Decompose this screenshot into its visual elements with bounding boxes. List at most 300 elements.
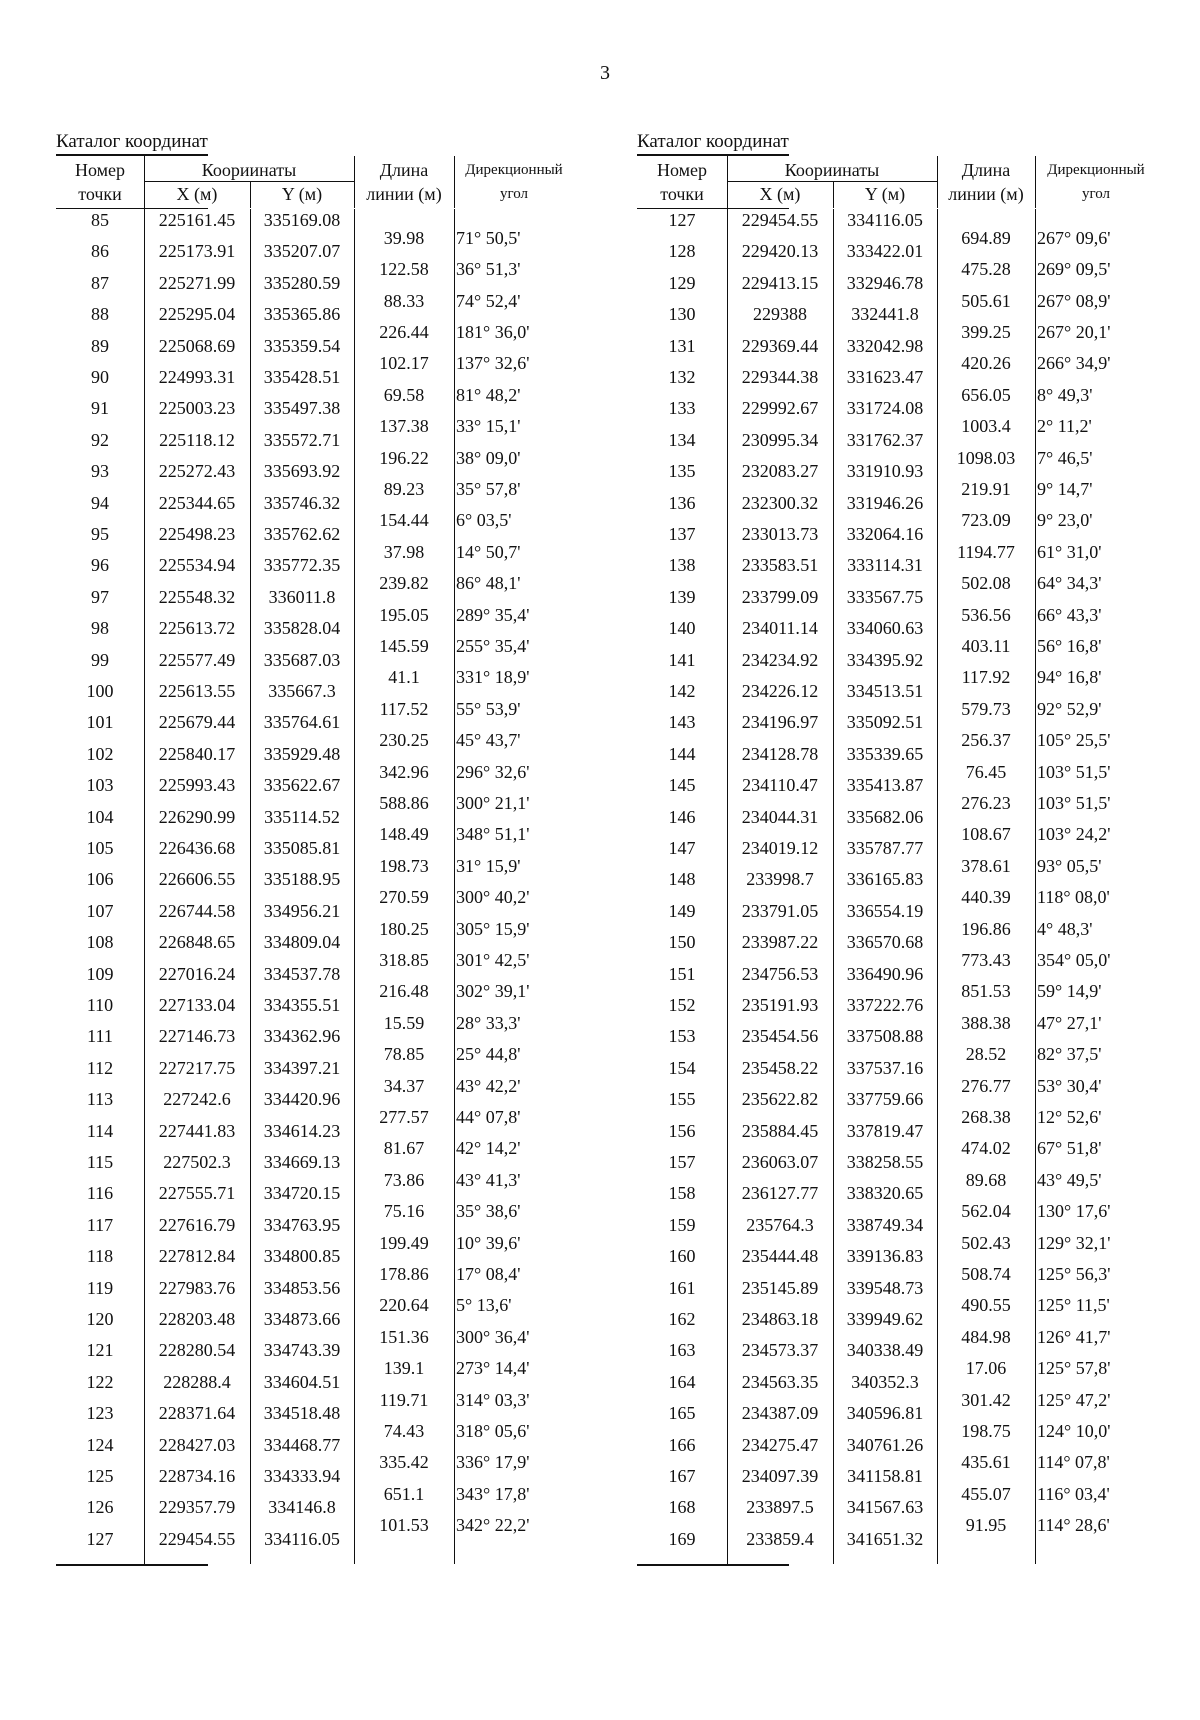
point-number: 155 [668, 1089, 696, 1110]
line-length: 388.38 [961, 1012, 1011, 1033]
y-coordinate: 335207.07 [263, 241, 341, 262]
direction-angle: 130° 17,6' [1037, 1201, 1111, 1222]
direction-angle: 64° 34,3' [1037, 573, 1102, 594]
y-coordinate: 335622.67 [263, 775, 341, 796]
direction-angle: 348° 51,1' [456, 824, 530, 845]
y-coordinate: 335746.32 [263, 492, 341, 513]
x-coordinate: 226436.68 [158, 838, 236, 858]
point-number: 148 [668, 869, 696, 890]
y-coordinate: 332946.78 [846, 272, 924, 293]
x-coordinate: 225271.99 [158, 272, 236, 293]
line-length: 17.06 [965, 1358, 1007, 1379]
x-coordinate: 233799.09 [741, 586, 819, 607]
x-coordinate: 225003.23 [158, 398, 236, 419]
line-length: 219.91 [961, 478, 1011, 499]
direction-angle: 125° 47,2' [1037, 1389, 1111, 1410]
direction-angle: 74° 52,4' [456, 290, 521, 311]
line-length: 78.85 [383, 1044, 425, 1065]
point-number: 134 [668, 429, 696, 450]
y-coordinate: 336490.96 [846, 963, 924, 984]
x-coordinate: 225344.65 [158, 492, 236, 513]
direction-angle: 61° 31,0' [1037, 541, 1102, 562]
y-coordinate: 337819.47 [846, 1120, 924, 1141]
x-coordinate: 226606.55 [158, 869, 236, 890]
y-coordinate: 335359.54 [263, 335, 341, 356]
line-length: 723.09 [961, 510, 1011, 531]
point-number: 117 [86, 1214, 114, 1235]
direction-angle: 255° 35,4' [456, 635, 530, 656]
y-coordinate: 335114.52 [264, 806, 340, 827]
y-coordinate: 337537.16 [846, 1057, 924, 1078]
header-point-number-2: точки [660, 184, 704, 204]
y-coordinate: 335764.61 [263, 712, 341, 733]
point-number: 129 [668, 272, 696, 293]
line-length: 139.1 [383, 1358, 425, 1379]
direction-angle: 114° 28,6' [1037, 1515, 1110, 1536]
y-coordinate: 335667.3 [268, 681, 336, 701]
point-number: 87 [91, 272, 109, 293]
x-coordinate: 227555.71 [158, 1183, 236, 1204]
x-coordinate: 228288.4 [163, 1371, 231, 1392]
direction-angle: 267° 08,9' [1037, 290, 1111, 311]
header-angle-2: угол [499, 186, 529, 202]
line-length: 226.44 [379, 321, 429, 342]
coordinate-catalog-left [56, 130, 563, 1566]
point-number: 105 [86, 838, 114, 858]
line-length: 1098.03 [956, 447, 1016, 468]
y-coordinate: 334397.21 [263, 1057, 341, 1078]
x-coordinate: 229388 [753, 304, 807, 325]
y-coordinate: 334116.05 [847, 210, 923, 230]
point-number: 153 [668, 1026, 696, 1047]
header-point-number: Номер [656, 160, 708, 180]
x-coordinate: 225118.12 [159, 429, 235, 450]
point-number: 159 [668, 1214, 696, 1235]
line-length: 656.05 [961, 384, 1011, 405]
direction-angle: 59° 14,9' [1037, 981, 1102, 1002]
line-length: 216.48 [379, 981, 429, 1002]
y-coordinate: 334537.78 [263, 963, 341, 984]
x-coordinate: 229420.13 [741, 241, 819, 262]
point-number: 137 [668, 524, 696, 544]
y-coordinate: 335428.51 [263, 367, 341, 387]
point-number: 116 [86, 1183, 114, 1204]
line-length: 91.95 [965, 1515, 1007, 1536]
point-number: 145 [668, 775, 696, 796]
line-length: 81.67 [383, 1138, 425, 1159]
table-header [56, 154, 563, 209]
y-coordinate: 331910.93 [846, 461, 924, 482]
line-length: 154.44 [379, 510, 429, 531]
y-coordinate: 334116.05 [264, 1528, 340, 1549]
point-number: 152 [668, 995, 696, 1015]
line-length: 198.75 [961, 1420, 1011, 1441]
point-number: 144 [668, 743, 696, 764]
direction-angle: 126° 41,7' [1037, 1326, 1111, 1347]
direction-angle: 42° 14,2' [456, 1138, 521, 1159]
direction-angle: 33° 15,1' [456, 416, 521, 437]
y-coordinate: 334809.04 [263, 932, 341, 953]
line-length: 180.25 [379, 918, 429, 939]
point-number: 122 [86, 1371, 114, 1392]
point-number: 166 [668, 1434, 696, 1455]
line-length: 230.25 [379, 730, 429, 751]
line-length: 276.77 [961, 1075, 1011, 1096]
x-coordinate: 234387.09 [741, 1403, 819, 1424]
y-coordinate: 335572.71 [263, 429, 341, 450]
y-coordinate: 334604.51 [263, 1371, 341, 1392]
y-coordinate: 338320.65 [846, 1183, 924, 1204]
y-coordinate: 334800.85 [263, 1246, 341, 1267]
line-length: 88.33 [383, 290, 425, 311]
x-coordinate: 235145.89 [741, 1277, 819, 1298]
point-number: 140 [668, 618, 696, 639]
point-number: 104 [86, 806, 114, 827]
direction-angle: 289° 35,4' [456, 604, 530, 625]
x-coordinate: 235764.3 [746, 1214, 814, 1235]
direction-angle: 47° 27,1' [1037, 1012, 1102, 1033]
y-coordinate: 334146.8 [268, 1497, 336, 1518]
direction-angle: 17° 08,4' [456, 1263, 521, 1284]
point-number: 121 [86, 1340, 114, 1361]
line-length: 41.1 [388, 667, 420, 688]
line-length: 34.37 [383, 1075, 425, 1096]
x-coordinate: 227242.6 [163, 1089, 231, 1110]
line-length: 475.28 [961, 259, 1011, 280]
point-number: 114 [86, 1120, 114, 1141]
direction-angle: 137° 32,6' [456, 353, 530, 374]
y-coordinate: 337759.66 [846, 1089, 924, 1110]
point-number: 147 [668, 838, 696, 858]
y-coordinate: 335413.87 [846, 775, 924, 796]
point-number: 88 [91, 304, 109, 325]
direction-angle: 55° 53,9' [456, 698, 521, 719]
y-coordinate: 334956.21 [263, 900, 341, 921]
point-number: 101 [86, 712, 114, 733]
header-length: Длина [961, 160, 1011, 180]
x-coordinate: 234196.97 [741, 712, 819, 733]
x-coordinate: 227441.83 [158, 1120, 236, 1141]
x-coordinate: 229992.67 [741, 398, 819, 419]
header-x: X (м) [759, 184, 801, 204]
point-number: 156 [668, 1120, 696, 1141]
direction-angle: 342° 22,2' [456, 1515, 530, 1536]
y-coordinate: 333114.31 [847, 555, 923, 576]
point-number: 111 [87, 1026, 113, 1047]
x-coordinate: 234234.92 [741, 649, 819, 670]
y-coordinate: 336570.68 [846, 932, 924, 953]
point-number: 120 [86, 1309, 114, 1329]
direction-angle: 301° 42,5' [456, 949, 530, 970]
direction-angle: 86° 48,1' [456, 573, 521, 594]
x-coordinate: 225068.69 [158, 335, 236, 356]
y-coordinate: 336554.19 [846, 900, 924, 921]
point-number: 162 [668, 1309, 696, 1329]
y-coordinate: 340352.3 [851, 1371, 919, 1392]
y-coordinate: 334468.77 [263, 1434, 341, 1455]
y-coordinate: 335339.65 [846, 743, 924, 764]
x-coordinate: 225577.49 [158, 649, 236, 670]
direction-angle: 9° 23,0' [1037, 510, 1093, 531]
line-length: 108.67 [961, 824, 1011, 845]
table-header [637, 154, 1145, 209]
col-divider [727, 156, 728, 208]
x-coordinate: 225613.55 [158, 681, 236, 701]
direction-angle: 2° 11,2' [1037, 416, 1092, 437]
y-coordinate: 335188.95 [263, 869, 341, 890]
line-length: 851.53 [961, 981, 1011, 1002]
table-body [637, 209, 1111, 1566]
catalog-grid [56, 154, 563, 1566]
line-length: 196.22 [379, 447, 429, 468]
x-coordinate: 229369.44 [741, 335, 819, 356]
line-length: 588.86 [379, 792, 429, 813]
y-coordinate: 331724.08 [846, 398, 924, 419]
x-coordinate: 234573.37 [741, 1340, 819, 1361]
x-coordinate: 228371.64 [158, 1403, 236, 1424]
direction-angle: 105° 25,5' [1037, 730, 1111, 751]
x-coordinate: 225534.94 [158, 555, 236, 576]
direction-angle: 103° 24,2' [1037, 824, 1111, 845]
direction-angle: 67° 51,8' [1037, 1138, 1102, 1159]
direction-angle: 71° 50,5' [456, 227, 521, 248]
point-number: 94 [91, 492, 109, 513]
point-number: 141 [668, 649, 696, 670]
direction-angle: 124° 10,0' [1037, 1420, 1111, 1441]
line-length: 562.04 [961, 1201, 1011, 1222]
line-length: 335.42 [379, 1452, 429, 1473]
header-point-number-2: точки [78, 184, 122, 204]
catalog-grid [637, 154, 1145, 1566]
point-number: 127 [668, 210, 696, 230]
x-coordinate: 227812.84 [158, 1246, 236, 1267]
point-number: 167 [668, 1466, 696, 1486]
x-coordinate: 225679.44 [158, 712, 236, 733]
header-x: X (м) [176, 184, 218, 204]
direction-angle: 118° 08,0' [1037, 887, 1110, 908]
col-divider [454, 156, 455, 208]
x-coordinate: 233013.73 [741, 524, 819, 544]
y-coordinate: 341567.63 [846, 1497, 924, 1518]
direction-angle: 103° 51,5' [1037, 792, 1111, 813]
point-number: 123 [86, 1403, 114, 1424]
point-number: 100 [86, 681, 114, 701]
point-number: 149 [668, 900, 696, 921]
x-coordinate: 233998.7 [746, 869, 814, 890]
line-length: 403.11 [961, 635, 1011, 656]
direction-angle: 267° 20,1' [1037, 321, 1111, 342]
point-number: 151 [668, 963, 696, 984]
header-divider [727, 181, 937, 182]
y-coordinate: 337222.76 [846, 995, 924, 1015]
catalog-title: Каталог координат [56, 131, 208, 152]
x-coordinate: 227146.73 [158, 1026, 236, 1047]
x-coordinate: 229413.15 [741, 272, 819, 293]
point-number: 106 [86, 869, 114, 890]
direction-angle: 354° 05,0' [1037, 949, 1111, 970]
y-coordinate: 334873.66 [263, 1309, 341, 1329]
x-coordinate: 233987.22 [741, 932, 819, 953]
direction-angle: 81° 48,2' [456, 384, 521, 405]
y-coordinate: 339949.62 [846, 1309, 924, 1329]
direction-angle: 331° 18,9' [456, 667, 530, 688]
point-number: 107 [86, 900, 114, 921]
direction-angle: 114° 07,8' [1037, 1452, 1110, 1473]
point-number: 110 [86, 995, 114, 1015]
line-length: 1194.77 [957, 541, 1015, 562]
point-number: 126 [86, 1497, 114, 1518]
point-number: 108 [86, 932, 114, 953]
line-length: 28.52 [965, 1044, 1007, 1065]
line-length: 579.73 [961, 698, 1011, 719]
col-divider [354, 156, 355, 208]
x-coordinate: 234863.18 [741, 1309, 819, 1329]
y-coordinate: 335497.38 [263, 398, 341, 419]
y-coordinate: 336011.8 [268, 586, 336, 607]
x-coordinate: 225161.45 [158, 210, 236, 230]
point-number: 157 [668, 1152, 696, 1172]
y-coordinate: 334362.96 [263, 1026, 341, 1047]
point-number: 99 [91, 649, 109, 670]
x-coordinate: 228427.03 [158, 1434, 236, 1455]
col-divider [937, 156, 938, 208]
y-coordinate: 334743.39 [263, 1340, 341, 1361]
x-coordinate: 229357.79 [158, 1497, 236, 1518]
y-coordinate: 340761.26 [846, 1434, 924, 1455]
line-length: 198.73 [379, 855, 429, 876]
x-coordinate: 234128.78 [741, 743, 819, 764]
y-coordinate: 335828.04 [263, 618, 341, 639]
line-length: 39.98 [383, 227, 425, 248]
direction-angle: 36° 51,3' [456, 259, 521, 280]
point-number: 86 [91, 241, 109, 262]
direction-angle: 43° 49,5' [1037, 1169, 1102, 1190]
line-length: 122.58 [379, 259, 429, 280]
x-coordinate: 225498.23 [158, 524, 236, 544]
line-length: 399.25 [961, 321, 1011, 342]
line-length: 502.43 [961, 1232, 1011, 1253]
direction-angle: 181° 36,0' [456, 321, 530, 342]
x-coordinate: 229454.55 [158, 1528, 236, 1549]
y-coordinate: 334763.95 [263, 1214, 341, 1235]
point-number: 103 [86, 775, 114, 796]
header-coordinates: Коориинаты [201, 160, 297, 180]
line-length: 277.57 [379, 1106, 429, 1127]
x-coordinate: 225173.91 [158, 241, 236, 262]
point-number: 124 [86, 1434, 114, 1455]
line-length: 73.86 [383, 1169, 425, 1190]
direction-angle: 300° 36,4' [456, 1326, 530, 1347]
y-coordinate: 339136.83 [846, 1246, 924, 1267]
line-length: 117.92 [961, 667, 1011, 688]
x-coordinate: 227983.76 [158, 1277, 236, 1298]
x-coordinate: 227133.04 [158, 995, 236, 1015]
x-coordinate: 234275.47 [741, 1434, 819, 1455]
point-number: 93 [91, 461, 109, 482]
y-coordinate: 335085.81 [263, 838, 341, 858]
line-length: 502.08 [961, 573, 1011, 594]
page-number: 3 [600, 62, 610, 84]
x-coordinate: 225272.43 [158, 461, 236, 482]
y-coordinate: 335092.51 [846, 712, 924, 733]
point-number: 136 [668, 492, 696, 513]
direction-angle: 93° 05,5' [1037, 855, 1102, 876]
header-angle-2: угол [1081, 186, 1111, 202]
x-coordinate: 232300.32 [741, 492, 819, 513]
line-length: 773.43 [961, 949, 1011, 970]
x-coordinate: 234110.47 [742, 775, 818, 796]
x-coordinate: 234044.31 [741, 806, 819, 827]
x-coordinate: 227217.75 [158, 1057, 236, 1078]
line-length: 268.38 [961, 1106, 1011, 1127]
line-length: 220.64 [379, 1295, 429, 1316]
point-number: 131 [668, 335, 696, 356]
x-coordinate: 225548.32 [158, 586, 236, 607]
x-coordinate: 225840.17 [158, 743, 236, 764]
line-length: 102.17 [379, 353, 429, 374]
x-coordinate: 225295.04 [158, 304, 236, 325]
line-length: 76.45 [965, 761, 1007, 782]
line-length: 74.43 [383, 1420, 425, 1441]
point-number: 163 [668, 1340, 696, 1361]
col-divider [1035, 156, 1036, 208]
direction-angle: 296° 32,6' [456, 761, 530, 782]
x-coordinate: 235458.22 [741, 1057, 819, 1078]
x-coordinate: 236063.07 [741, 1152, 819, 1172]
point-number: 138 [668, 555, 696, 576]
x-coordinate: 226848.65 [158, 932, 236, 953]
direction-angle: 343° 17,8' [456, 1483, 530, 1504]
point-number: 128 [668, 241, 696, 262]
x-coordinate: 226290.99 [158, 806, 236, 827]
y-coordinate: 337508.88 [846, 1026, 924, 1047]
point-number: 160 [668, 1246, 696, 1267]
y-coordinate: 334853.56 [263, 1277, 341, 1298]
direction-angle: 82° 37,5' [1037, 1044, 1102, 1065]
direction-angle: 25° 44,8' [456, 1044, 521, 1065]
line-length: 490.55 [961, 1295, 1011, 1316]
header-divider [144, 181, 354, 182]
direction-angle: 129° 32,1' [1037, 1232, 1111, 1253]
line-length: 342.96 [379, 761, 429, 782]
x-coordinate: 234097.39 [741, 1466, 819, 1486]
y-coordinate: 335772.35 [263, 555, 341, 576]
col-divider [144, 156, 145, 208]
x-coordinate: 234756.53 [741, 963, 819, 984]
point-number: 132 [668, 367, 696, 387]
point-number: 98 [91, 618, 109, 639]
direction-angle: 267° 09,6' [1037, 227, 1111, 248]
line-length: 239.82 [379, 573, 429, 594]
point-number: 154 [668, 1057, 696, 1078]
header-y: Y (м) [281, 184, 323, 204]
point-number: 102 [86, 743, 114, 764]
direction-angle: 8° 49,3' [1037, 384, 1093, 405]
line-length: 270.59 [379, 887, 429, 908]
y-coordinate: 341651.32 [846, 1528, 924, 1549]
x-coordinate: 230995.34 [741, 429, 819, 450]
direction-angle: 9° 14,7' [1037, 478, 1093, 499]
direction-angle: 45° 43,7' [456, 730, 521, 751]
line-length: 508.74 [961, 1263, 1011, 1284]
y-coordinate: 335687.03 [263, 649, 341, 670]
direction-angle: 336° 17,9' [456, 1452, 530, 1473]
y-coordinate: 339548.73 [846, 1277, 924, 1298]
line-length: 455.07 [961, 1483, 1011, 1504]
line-length: 75.16 [383, 1201, 425, 1222]
x-coordinate: 234563.35 [741, 1371, 819, 1392]
y-coordinate: 335693.92 [263, 461, 341, 482]
